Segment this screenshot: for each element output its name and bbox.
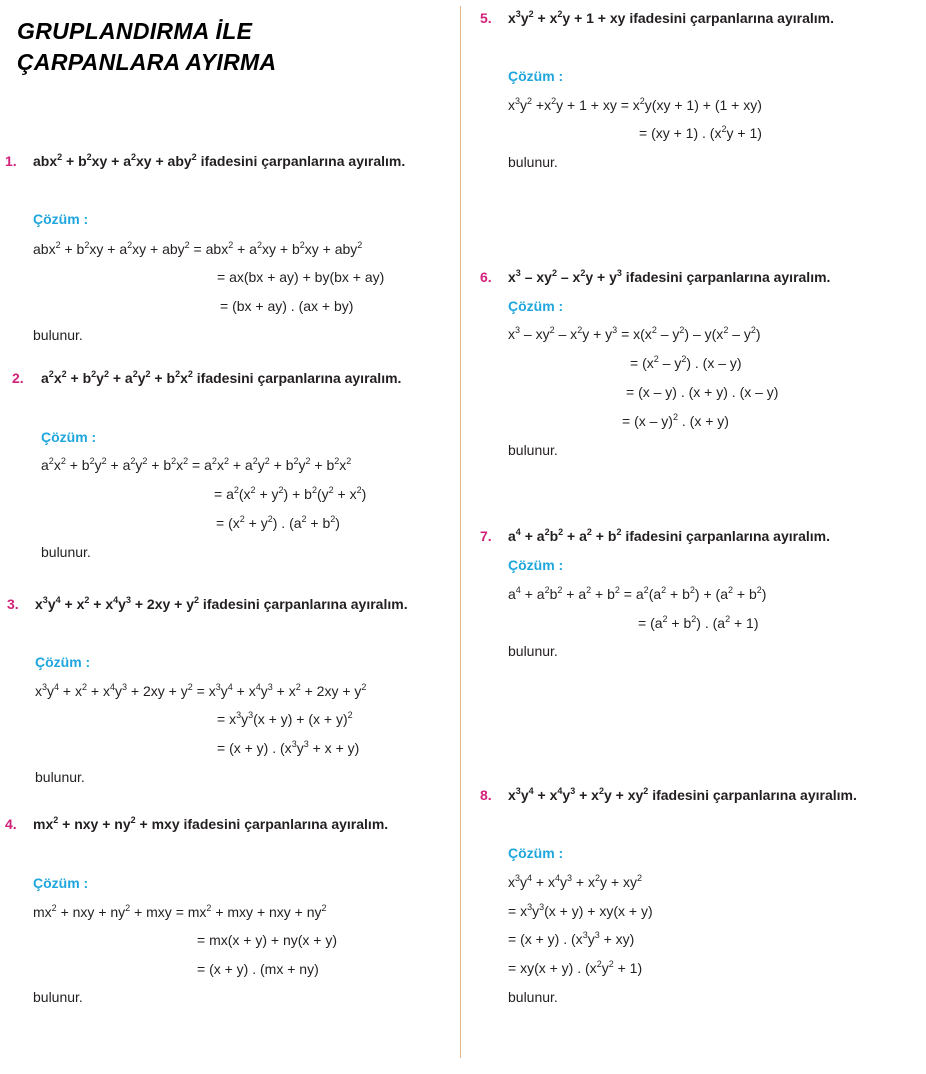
solution-step: = (x – y) . (x + y) . (x – y): [626, 384, 779, 400]
solution-label: Çözüm :: [35, 654, 91, 670]
solution-step: = mx(x + y) + ny(x + y): [197, 932, 338, 948]
problem-number: 6.: [480, 269, 492, 285]
problem-question: $mx^2$ + nxy + $ny^2$ + mxy ifadesini çarpanlarına ayıralım.: [33, 815, 389, 832]
problem-question: $a^4 + a^2b^2 + a^2 + b^2$ ifadesini çarpanlarına ayıralım.: [508, 527, 830, 544]
solution-step: = (x – y)$^2$ . (x + y): [622, 412, 729, 429]
solution-step: = (x + y) . $(x^3y^3 + xy)$: [508, 930, 635, 947]
problem-number: 8.: [480, 787, 492, 803]
solution-step: = $x^3y^3(x + y) + (x + y)^2$: [217, 710, 353, 727]
problem-question: $x^3y^4 + x^2 + x^4y^3 + 2xy + y^2$ ifadesini çarpanlarına ayıralım.: [35, 595, 408, 612]
solution-step: = xy(x + y) . $(x^2y^2 + 1)$: [508, 959, 643, 976]
solution-conclusion: bulunur.: [508, 154, 558, 170]
solution-conclusion: bulunur.: [33, 989, 83, 1005]
problem-number: 4.: [5, 816, 17, 832]
problem-question: $x^3 - xy^2 - x^2y + y^3$ ifadesini çarpanlarına ayıralım.: [508, 268, 831, 285]
solution-step: $abx^2 + b^2xy + a^2xy + aby^2 = abx^2 + a^2xy + b^2xy + aby^2$: [33, 240, 363, 257]
solution-label: Çözüm :: [508, 68, 564, 84]
solution-step: = (x + y) . (mx + ny): [197, 961, 319, 977]
solution-conclusion: bulunur.: [508, 643, 558, 659]
solution-step: = $(x^2 - y^2)$ . (x – y): [630, 354, 742, 371]
solution-label: Çözüm :: [508, 557, 564, 573]
solution-step: $a^2x^2 + b^2y^2 + a^2y^2 + b^2x^2 = a^2x^2 + a^2y^2 + b^2y^2 + b^2x^2$: [41, 456, 352, 473]
solution-step: = $(x^2 + y^2)$ . $(a^2 + b^2)$: [216, 514, 340, 531]
solution-conclusion: bulunur.: [33, 327, 83, 343]
column-divider: [460, 6, 461, 1058]
problem-question: $x^3y^2 + x^2y + 1$ + xy ifadesini çarpanlarına ayıralım.: [508, 9, 834, 26]
problem-question: $x^3y^4 + x^4y^3 + x^2y + xy^2$ ifadesini çarpanlarına ayıralım.: [508, 786, 857, 803]
solution-step: = ax(bx + ay) + by(bx + ay): [217, 269, 385, 285]
solution-label: Çözüm :: [41, 429, 97, 445]
problem-question: $abx^2 + b^2xy + a^2xy + aby^2$ ifadesini çarpanlarına ayıralım.: [33, 152, 406, 169]
solution-conclusion: bulunur.: [508, 442, 558, 458]
problem-number: 5.: [480, 10, 492, 26]
solution-label: Çözüm :: [33, 875, 89, 891]
solution-step: = (x + y) . $(x^3y^3 + x + y)$: [217, 739, 360, 756]
solution-label: Çözüm :: [508, 845, 564, 861]
solution-step: = $x^3y^3(x + y) + xy(x + y)$: [508, 902, 653, 919]
solution-step: $mx^2$ + nxy + $ny^2$ + mxy = $mx^2$ + mxy + nxy + $ny^2$: [33, 903, 327, 920]
problem-number: 1.: [5, 153, 17, 169]
solution-conclusion: bulunur.: [508, 989, 558, 1005]
solution-step: $x^3y^4 + x^4y^3 + x^2y + xy^2$: [508, 873, 642, 890]
solution-step: = (xy + 1) . $(x^2y + 1)$: [639, 124, 762, 141]
solution-step: = (bx + ay) . (ax + by): [220, 298, 354, 314]
solution-step: = $a^2(x^2 + y^2) + b^2(y^2 + x^2)$: [214, 485, 367, 502]
solution-label: Çözüm :: [33, 211, 89, 227]
solution-conclusion: bulunur.: [35, 769, 85, 785]
title-line-1: GRUPLANDIRMA İLE: [17, 18, 253, 44]
solution-step: = $(a^2 + b^2)$ . $(a^2 + 1)$: [638, 614, 759, 631]
solution-step: $a^4 + a^2b^2 + a^2 + b^2 = a^2(a^2 + b^2) + (a^2 + b^2)$: [508, 585, 767, 602]
page-title: [17, 16, 276, 78]
title-line-2: ÇARPANLARA AYIRMA: [17, 49, 277, 75]
solution-conclusion: bulunur.: [41, 544, 91, 560]
solution-step: $x^3y^2 +x^2y + 1$ + xy = $x^2y(xy + 1) + (1 + xy)$: [508, 96, 762, 113]
problem-number: 3.: [7, 596, 19, 612]
solution-step: $x^3 - xy^2 - x^2y + y^3 = x(x^2 - y^2) - y(x^2 - y^2)$: [508, 325, 761, 342]
solution-step: $x^3y^4 + x^2 + x^4y^3 + 2xy + y^2 = x^3y^4 + x^4y^3 + x^2 + 2xy + y^2$: [35, 682, 367, 699]
problem-question: $a^2x^2 + b^2y^2 + a^2y^2 + b^2x^2$ ifadesini çarpanlarına ayıralım.: [41, 369, 402, 386]
problem-number: 7.: [480, 528, 492, 544]
problem-number: 2.: [12, 370, 24, 386]
solution-label: Çözüm :: [508, 298, 564, 314]
